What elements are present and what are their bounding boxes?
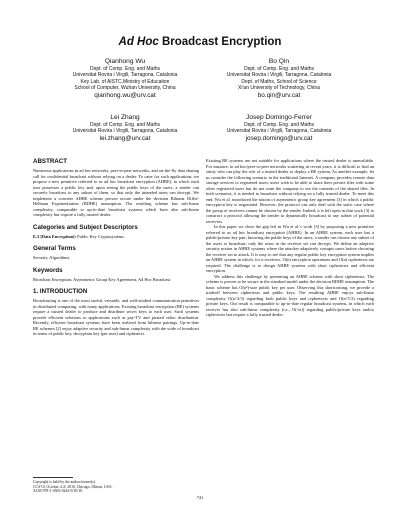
author-email: josep.domingo@urv.cat — [245, 134, 313, 142]
author-affiliation: Dept. of Comp. Eng. and Maths — [243, 66, 315, 72]
author-email: lei.zhang@urv.cat — [99, 134, 151, 142]
author-name: Lei Zhang — [110, 114, 140, 121]
author-2 — [194, 58, 364, 100]
body-paragraph: In this paper we close the gap left in Wu et al.'s work [3] by proposing a new primitive referred to as ad hoc broadcast encryption (AHBE). In an AHBE system, each user has a public/private key pair; knowing the public keys of the users, a sender can choose any subset of the users to broadcast; only the users in the receiver set can decrypt. We define an adaptive security notion in AHBE systems where the attacker adaptively corrupts users before choosing the receiver set to attack. It is easy to see that any regular public key encryption system implies an AHBE system in which, for n receivers, O(n) encryption operations and O(n) ciphertexts are required. The challenge is to design AHBE systems with short ciphertexts and efficient encryption. — [206, 224, 374, 273]
author-email: qianhong.wu@urv.cat — [94, 91, 156, 99]
body-paragraph: We address this challenge by presenting an AHBE scheme with short ciphertexts. The scheme is proven to be secure in the standard model under the decision BDHE assumption. The basic scheme has O(n²)-size public key per user. Observing this shortcoming, we provide a tradeoff between ciphertexts and public keys. The resulting AHBE enjoys sub-linear complexity O(n^2/3) regarding both public keys and ciphertexts and O(n^1/3) regarding private keys. Our result is comparable to up-to-date regular broadcast systems, in which each receiver has also sub-linear complexity (i.e., O(√n)) regarding public/private keys and/or ciphertexts but require a fully trusted dealer. — [206, 273, 374, 317]
categories-code: E.3 [Data Encryption]: — [33, 233, 77, 239]
left-column — [33, 158, 199, 337]
author-affiliation: Dept. of Comp. Eng. and Maths — [243, 122, 315, 128]
author-1 — [40, 58, 210, 100]
keywords-text: Broadcast Encryption, Asymmetric Group Key Agreement, Ad Hoc Broadcast — [33, 276, 171, 282]
author-3 — [40, 114, 210, 143]
abstract-heading: ABSTRACT — [33, 158, 68, 165]
author-affiliation: Dept. of Maths, School of Science — [241, 78, 317, 85]
copyright-footnote — [33, 473, 199, 494]
author-affiliation: School of Computer, Wuhan University, China — [74, 85, 176, 92]
body-paragraph: Existing BE systems are not suitable for applications where the trusted dealer is unavailable. For instance, in ad hoc/peer-to-peer networks scattering in recent years, it is difficult to find an entity who can play the role of a trusted dealer to deploy a BE system. As another example, let us consider the following scenario in the traditional Internet. A company provides remote data storage services to registered users; users wish to be able to share their private files with some other registered users but do not want the company to see the contents of the shared files. In both scenarios, it is needed to broadcast without relying on a fully trusted dealer. To meet this end, Wu et al. introduced the notion of asymmetric group key agreement [3] in which a public encryption key is negotiated. However, the protocol can only deal with the static case where the group of receivers cannot be chosen by the sender. Indeed, it is left open in that work [3] to construct a protocol allowing the sender to dynamically broadcast to any subset of potential receivers. — [206, 158, 374, 224]
footnote-rule — [33, 477, 73, 478]
categories-text — [33, 234, 199, 240]
categories-desc: Public Key Cryptosystems — [76, 233, 124, 239]
abstract-text: Numerous applications in ad hoc networks, peer-to-peer networks, and on-the-fly data sharing call for confidential broadcast without relying on a dealer. To cater for such applications, we propose a new primitive referred to as ad hoc broadcast encryption (AHBE), in which each user possesses a public key and, upon seeing the public keys of the users, a sender can securely broadcast to any subset of them, so that only the intended users can decrypt. We implement a concrete AHBE scheme proven secure under the decision Bilinear Diffie-Hellman Exponentiation (BDHE) assumption. The resulting scheme has sub-linear complexity, comparable to up-to-date broadcast systems which have also sub-linear complexity but require a fully trusted dealer. — [33, 168, 199, 217]
categories-heading: Categories and Subject Descriptors — [33, 223, 138, 231]
author-affiliation: Universitat Rovira i Virgili, Tarragona, Catalonia — [72, 128, 178, 135]
author-affiliation: Dept. of Comp. Eng. and Maths — [89, 66, 161, 72]
author-affiliation: Key Lab. of AISTC,Ministry of Education — [80, 78, 170, 85]
author-affiliation: Universitat Rovira i Virgili, Tarragona, Catalonia — [72, 72, 178, 79]
title-italic: Ad Hoc — [118, 36, 159, 48]
introduction-heading: 1. INTRODUCTION — [33, 288, 88, 295]
keywords-heading: Keywords — [33, 266, 63, 274]
general-terms-heading: General Terms — [33, 245, 76, 252]
paper-title — [0, 36, 400, 48]
title-rest: Broadcast Encryption — [158, 36, 282, 48]
right-column — [206, 158, 374, 318]
author-affiliation: Universitat Rovira i Virgili, Tarragona, Catalonia — [226, 128, 332, 135]
author-name: Qianhong Wu — [104, 58, 146, 65]
page-number: 741 — [196, 495, 204, 500]
author-affiliation: Universitat Rovira i Virgili, Tarragona, Catalonia — [226, 72, 332, 79]
general-terms-text: Security, Algorithms — [33, 255, 70, 260]
author-affiliation: Dept. of Comp. Eng. and Maths — [89, 122, 161, 128]
footnote-line: ACM 978-1-4503-0244-9/10/10. — [33, 489, 83, 494]
author-name: Josep Domingo-Ferrer — [246, 114, 312, 121]
introduction-text: Broadcasting is one of the most useful, versatile, and well-studied communication primitives in distributed computing, with many applications. Existing broadcast encryption (BE) systems require a trusted dealer to produce and distribute secret keys to each user. Such systems provide efficient solutions to applications such as pay-TV and pirated video distribution. Recently, efficient broadcast systems have been realized from bilinear pairings. Up-to-date BE schemes [2] enjoy adaptive security and sub-linear complexity with the scale of broadcast in terms of public key, decryption key (per user) and ciphertext. — [33, 298, 199, 336]
author-email: bo.qin@urv.cat — [257, 91, 301, 99]
footnote-line: CCS'10, October 4–8, 2010, Chicago, Illinois, USA. — [33, 484, 113, 489]
author-4 — [194, 114, 364, 143]
author-name: Bo Qin — [268, 58, 290, 65]
author-affiliation: Xi'an University of Technology, China — [238, 85, 320, 92]
footnote-line: Copyright is held by the author/owner(s). — [33, 480, 96, 484]
